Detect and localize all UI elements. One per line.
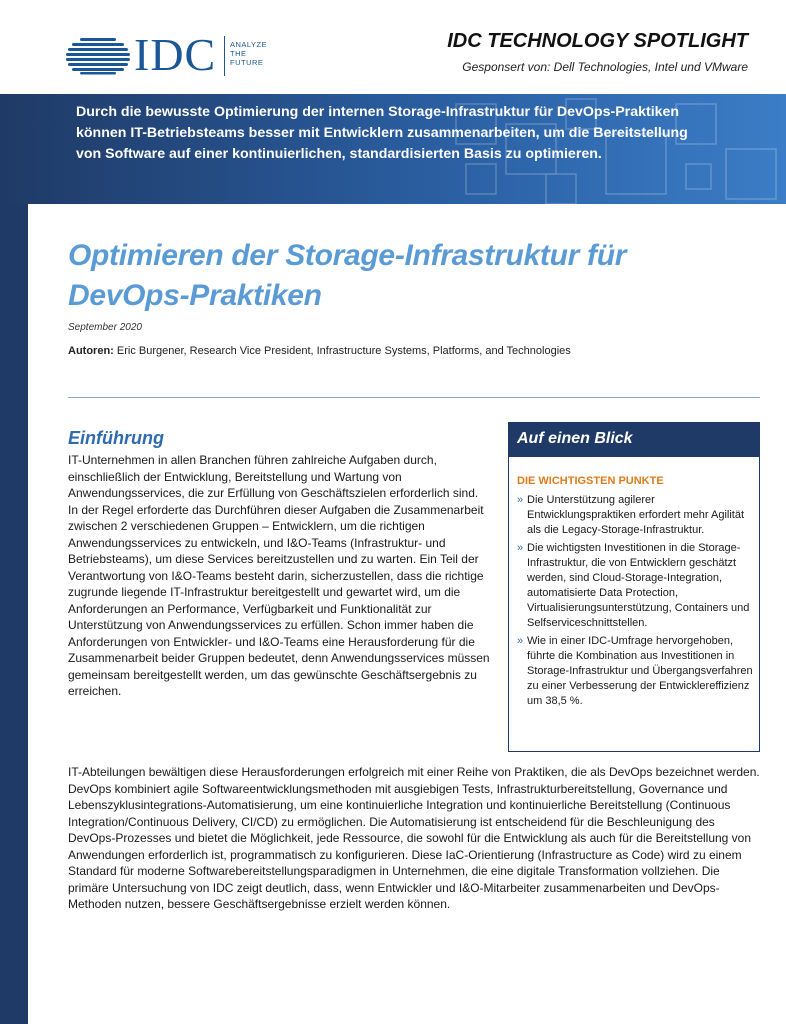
section-heading-intro: Einführung <box>68 428 164 448</box>
globe-icon <box>66 37 130 75</box>
section-divider <box>68 397 760 398</box>
authors-value: Eric Burgener, Research Vice President, Infrastructure Systems, Platforms, and Technologies <box>116 345 571 357</box>
intro-paragraph-2: IT-Abteilungen bewältigen diese Herausforderungen erfolgreich mit einer Reihe von Praktiken, die als DevOps bezeichnet werden. DevOps kombiniert agile Softwareentwicklungsmethoden mit ausgiebigen Tests, Infrastrukturbereitstellung, Governance und Lebenszyklusintegrations-Automatisierung, um eine kontinuierliche Integration und kontinuierliche Bereitstellung (Continuous Integration/Continuous Delivery, CI/CD) zu ermöglichen. Die Automatisierung ist entscheidend für die Beschleunigung des DevOps-Prozesses und bietet die Möglichkeit, jede Ressource, die sowohl für die Entwicklung als auch für die Bereitstellung von Anwendungen erforderlich ist, programmatisch zu konfigurieren. Diese IaC-Orientierung (Infrastructure as Code) wird zu einem Standard für moderne Softwarebereitstellungsparadigmen in Unternehmen, die eine digitale Transformation vollziehen. Die primäre Untersuchung von IDC zeigt deutlich, dass, wenn Entwickler und I&O-Mitarbeiter zusammenarbeiten und DevOps-Methoden nutzen, bessere Geschäftsergebnisse erzielt werden können. <box>68 765 760 911</box>
at-a-glance-box <box>508 422 760 752</box>
key-point-text: Die Unterstützung agilerer Entwicklungspraktiken erfordert mehr Agilität als die Legacy-Storage-Infrastruktur. <box>527 494 745 536</box>
key-point-item <box>517 541 753 631</box>
sidebar-heading: Auf einen Blick <box>509 423 759 457</box>
bullet-chevron-icon: » <box>517 635 524 647</box>
authors-label: Autoren: <box>68 345 114 357</box>
logo-wordmark: IDC <box>134 29 217 80</box>
sidebar-subheading: DIE WICHTIGSTEN PUNKTE <box>517 475 664 487</box>
banner-text: Durch die bewusste Optimierung der internen Storage-Infrastruktur für DevOps-Praktiken können IT-Betriebsteams besser mit Entwicklern zusammenarbeiten, um die Bereitstellung von Software auf einer kontinuierlichen, standardisierten Basis zu optimieren. <box>76 104 688 162</box>
key-point-item <box>517 634 753 709</box>
key-point-item <box>517 493 753 538</box>
logo-tagline-line: FUTURE <box>230 58 264 67</box>
key-points-list <box>517 493 753 712</box>
spotlight-title: IDC TECHNOLOGY SPOTLIGHT <box>447 30 748 52</box>
logo-divider <box>224 36 225 76</box>
key-point-text: Die wichtigsten Investitionen in die Storage-Infrastruktur, die von Entwicklern geschätzt werden, sind Cloud-Storage-Integration, automatisierte Data Protection, Virtualisierungsunterstützung, Containers und Selfserviceschnittstellen. <box>527 542 750 629</box>
document-header <box>0 0 786 94</box>
authors-line <box>68 345 571 357</box>
summary-banner <box>0 94 786 204</box>
logo-tagline-line: ANALYZE <box>230 40 268 49</box>
key-point-text: Wie in einer IDC-Umfrage hervorgehoben, führte die Kombination aus Investitionen in Storage-Infrastruktur und Übergangsverfahren zu einer Verbesserung der Entwicklereffizienz um 38,5 %. <box>527 635 753 707</box>
left-accent-stripe <box>0 196 28 1024</box>
publication-date: September 2020 <box>68 322 142 333</box>
idc-logo <box>66 30 286 80</box>
bullet-chevron-icon: » <box>517 542 524 554</box>
document-title: Optimieren der Storage-Infrastruktur für DevOps-Praktiken <box>68 239 627 312</box>
logo-tagline <box>230 40 267 67</box>
intro-paragraph-1: IT-Unternehmen in allen Branchen führen zahlreiche Aufgaben durch, einschließlich der Entwicklung, Bereitstellung und Wartung von Anwendungsservices, die zur Erfüllung von Geschäftszielen erforderlich sind. In der Regel erforderte das Durchführen dieser Aufgaben die Zusammenarbeit zwischen 2 verschiedenen Gruppen – Entwicklern, um die richtigen Anwendungsservices zu entwickeln, und I&O-Teams (Infrastruktur- und Betriebsteams), um diese Services bereitzustellen und zu warten. Ein Teil der Verantwortung von I&O-Teams besteht darin, sicherzustellen, dass die richtige zugrunde liegende IT-Infrastruktur bereitgestellt und gewartet wird, um die Anforderungen an Performance, Verfügbarkeit und Funktionalität zur Unterstützung von Anwendungsservices zu erfüllen. Schon immer haben die Anforderungen von Entwickler- und I&O-Teams eine Herausforderung für die Zusammenarbeit beider Gruppen bedeutet, denn Anwendungsservices müssen gemeinsam bereitgestellt werden, um das gewünschte Geschäftsergebnis zu erreichen. <box>68 453 490 698</box>
logo-tagline-line: THE <box>230 49 247 58</box>
sponsor-line: Gesponsert von: Dell Technologies, Intel und VMware <box>462 60 748 74</box>
bullet-chevron-icon: » <box>517 494 524 506</box>
